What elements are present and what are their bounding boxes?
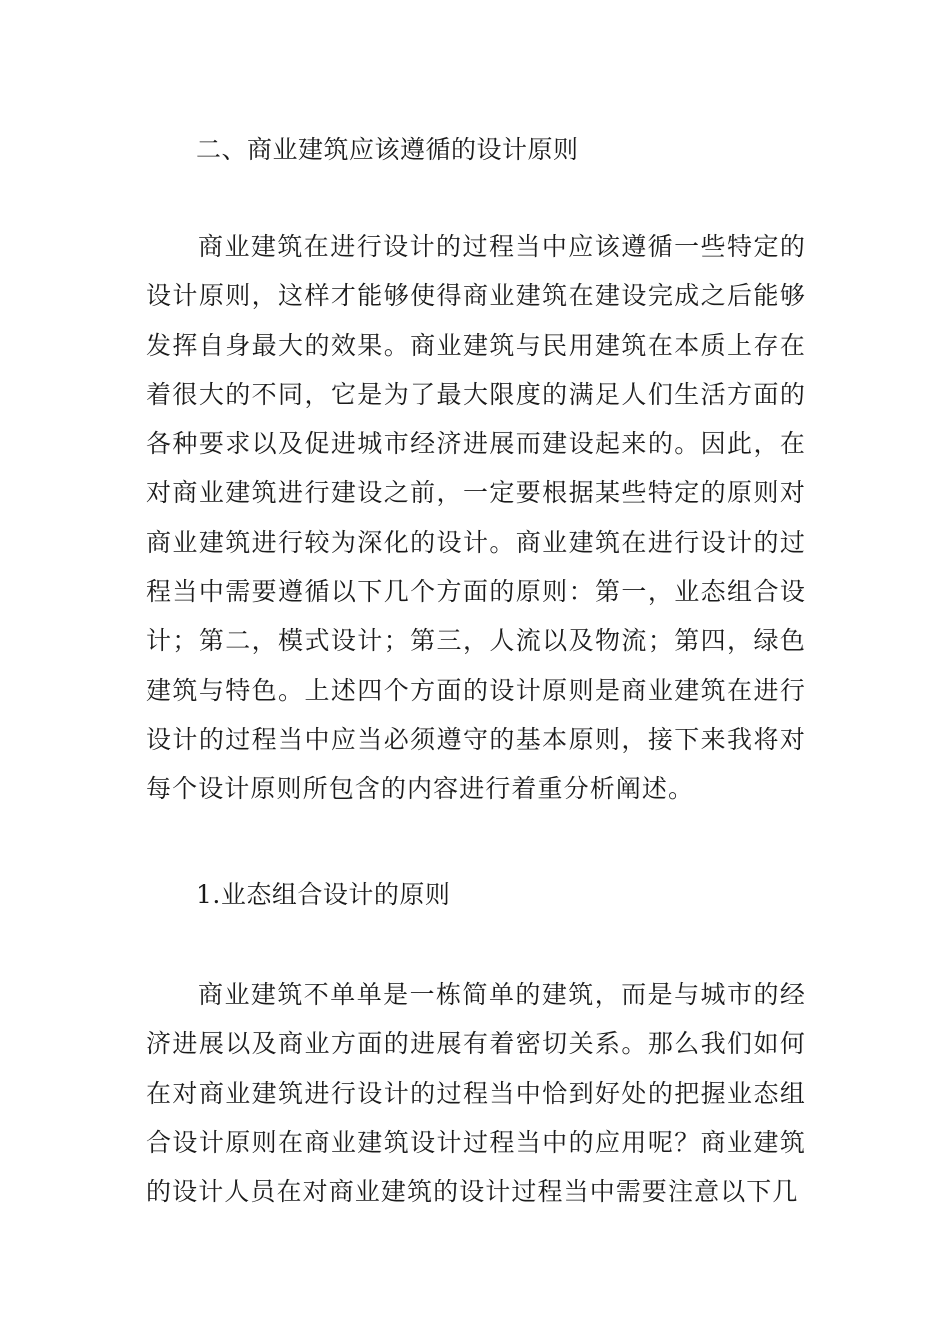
body-paragraph-1: 商业建筑在进行设计的过程当中应该遵循一些特定的设计原则，这样才能够使得商业建筑在建设完成之后能够发挥自身最大的效果。商业建筑与民用建筑在本质上存在着很大的不同，它是为了最大限度的满足人们生活方面的各种要求以及促进城市经济进展而建设起来的。因此，在对商业建筑进行建设之前，一定要根据某些特定的原则对商业建筑进行较为深化的设计。商业建筑在进行设计的过程当中需要遵循以下几个方面的原则：第一，业态组合设计；第二，模式设计；第三，人流以及物流；第四，绿色建筑与特色。上述四个方面的设计原则是商业建筑在进行设计的过程当中应当必须遵守的基本原则，接下来我将对每个设计原则所包含的内容进行着重分析阐述。: [146, 232, 806, 804]
section-heading: 二、商业建筑应该遵循的设计原则: [196, 135, 579, 164]
subheading-1: 1.业态组合设计的原则: [196, 880, 451, 909]
body-paragraph-2: 商业建筑不单单是一栋简单的建筑，而是与城市的经济进展以及商业方面的进展有着密切关系。那么我们如何在对商业建筑进行设计的过程当中恰到好处的把握业态组合设计原则在商业建筑设计过程当中的应用呢？商业建筑的设计人员在对商业建筑的设计过程当中需要注意以下几: [146, 980, 806, 1207]
